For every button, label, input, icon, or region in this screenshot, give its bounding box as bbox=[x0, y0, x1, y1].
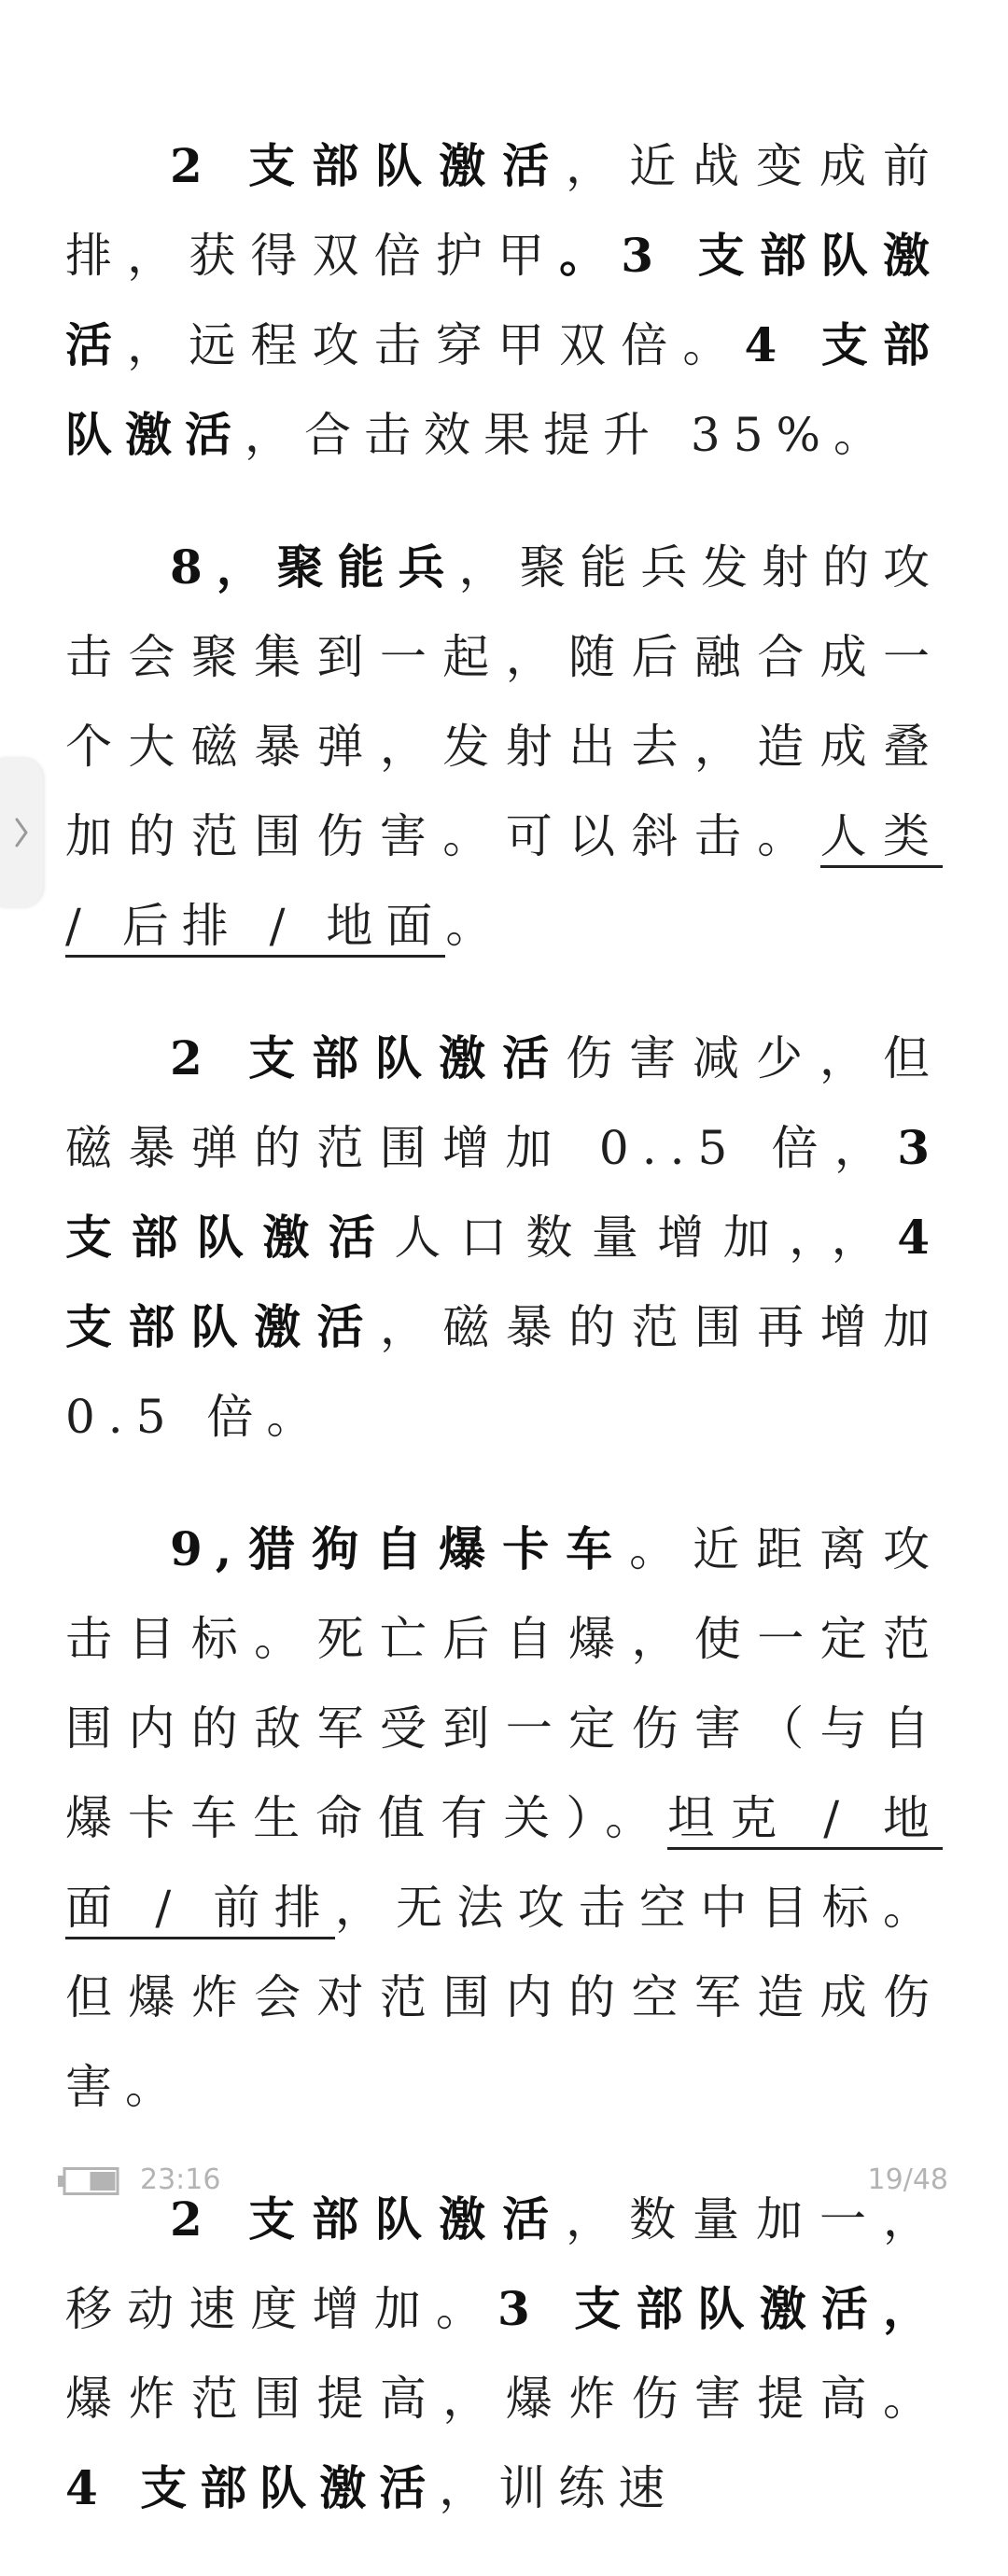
paragraph-5 bbox=[65, 2175, 943, 2533]
bold-text: 4 支部队激活 bbox=[65, 1210, 944, 1354]
body-text: ，远程攻击穿甲双倍。 bbox=[127, 318, 745, 372]
body-text: ，合击效果提升 35%。 bbox=[245, 408, 894, 462]
bold-text: 8，聚能兵 bbox=[170, 539, 459, 595]
paragraph-2 bbox=[65, 523, 943, 971]
paragraph-1 bbox=[65, 121, 943, 480]
body-text: 。近距离攻击目标。死亡后自爆，使一定范围内的敌军受到一定伤害（与自爆卡车生命值有关）。 bbox=[65, 1522, 944, 1845]
body-text: ，聚能兵发射的攻击会聚集到一起，随后融合成一个大磁暴弹，发射出去，造成叠加的范围伤害。可以斜击。 bbox=[65, 540, 944, 863]
bold-text: 2 支部队激活 bbox=[170, 1030, 567, 1085]
body-text: ，数量加一，移动速度增加。 bbox=[65, 2192, 944, 2336]
paragraph-3 bbox=[65, 1014, 943, 1462]
underlined-tags: 坦克 / 地面 / 前排 bbox=[65, 1791, 943, 1939]
clock-time: 23:16 bbox=[140, 2163, 221, 2196]
underlined-tags: 人类 / 后排 / 地面 bbox=[65, 809, 943, 958]
paragraph-4 bbox=[65, 1505, 943, 2132]
bold-text: 2 支部队激活 bbox=[170, 138, 567, 193]
bold-text: 3 支部队激活， bbox=[497, 2281, 943, 2336]
side-menu-tab[interactable] bbox=[0, 758, 43, 907]
body-text: 伤害减少，但磁暴弹的范围增加 0..5 倍， bbox=[65, 1031, 944, 1175]
body-text: ，无法攻击空中目标。但爆炸会对范围内的空军造成伤害。 bbox=[65, 1881, 944, 2114]
bold-text: 4 支部队激活 bbox=[65, 2460, 440, 2515]
chevron-right-icon bbox=[11, 812, 32, 853]
body-text: 。 bbox=[445, 899, 506, 953]
body-text: 爆炸范围提高，爆炸伤害提高。 bbox=[65, 2372, 943, 2426]
bold-text: 9,猎狗自爆卡车 bbox=[170, 1521, 630, 1576]
body-text: ，磁暴的范围再增加 0.5 倍。 bbox=[65, 1300, 944, 1444]
body-text: ，训练速 bbox=[439, 2461, 679, 2515]
body-text: 人口数量增加，， bbox=[394, 1211, 898, 1265]
bold-text: 4 支部队激活 bbox=[65, 317, 944, 462]
page-indicator: 19/48 bbox=[867, 2163, 948, 2196]
bold-text: 。3 支部队激活 bbox=[65, 228, 943, 372]
battery-icon bbox=[58, 2167, 119, 2195]
body-text: ，近战变成前排，获得双倍护甲 bbox=[65, 139, 944, 283]
reader-status-bar bbox=[0, 2149, 1008, 2214]
bold-text: 3 支部队激活 bbox=[65, 1120, 943, 1265]
bold-text: 2 支部队激活 bbox=[170, 2191, 567, 2247]
